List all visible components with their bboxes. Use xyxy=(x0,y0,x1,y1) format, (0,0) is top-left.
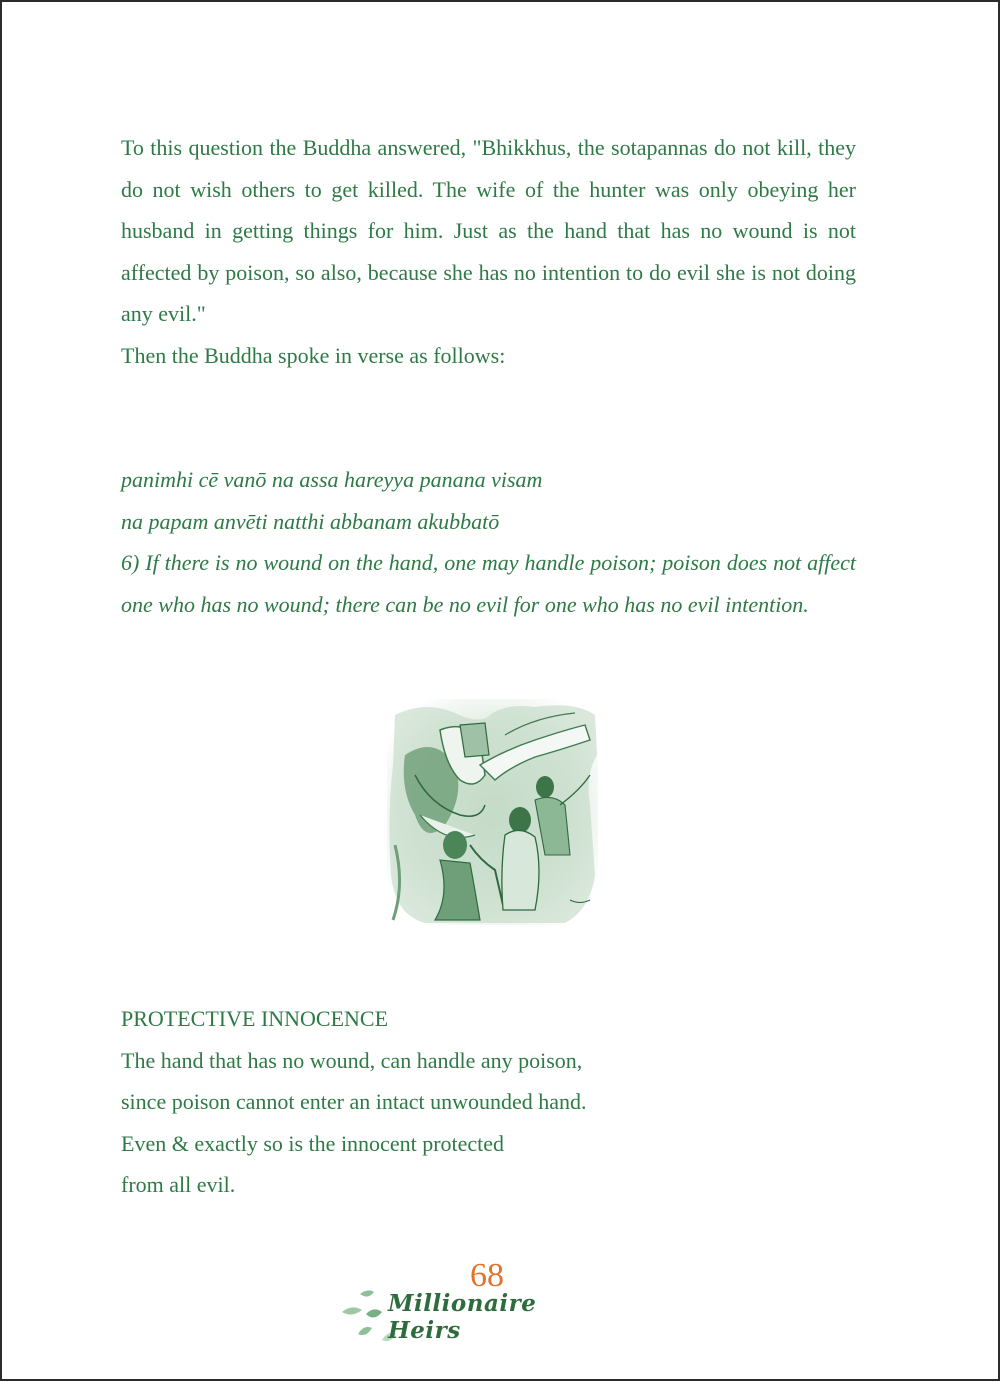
verse-translation: 6) If there is no wound on the hand, one may handle poison; poison does not affect one who has no wound; there can be no evil for one who has no evil intention. xyxy=(121,550,856,617)
prose-paragraph-2: Then the Buddha spoke in verse as follows: xyxy=(121,342,506,368)
poem-section xyxy=(121,998,856,1206)
poem-line: Even & exactly so is the innocent protected xyxy=(121,1130,505,1156)
poem-line: since poison cannot enter an intact unwounded hand. xyxy=(121,1089,587,1114)
brand-name: Millionaire Heirs xyxy=(388,1290,537,1344)
poem-line: The hand that has no wound, can handle any poison, xyxy=(121,1047,583,1073)
prose-paragraph-1: To this question the Buddha answered, "Bhikkhus, the sotapannas do not kill, they do not wish others to get killed. The wife of the hunter was only obeying her husband in getting things for him. Just as the hand that has no wound is not affected by poison, so also, because she has no intention to do evil she is not doing any evil." xyxy=(121,135,856,326)
pali-line-1: panimhi cē vanō na assa hareyya panana visam xyxy=(121,467,543,492)
verse-section xyxy=(121,459,856,625)
prose-section xyxy=(121,127,856,376)
poem-title: PROTECTIVE INNOCENCE xyxy=(121,1006,389,1031)
poem-line: from all evil. xyxy=(121,1172,236,1197)
illustration-sketch-icon xyxy=(385,695,600,927)
footer-logo xyxy=(338,1282,608,1362)
page-number: 68 xyxy=(470,1257,504,1294)
pali-line-2: na papam anvēti natthi abbanam akubbatō xyxy=(121,508,500,534)
